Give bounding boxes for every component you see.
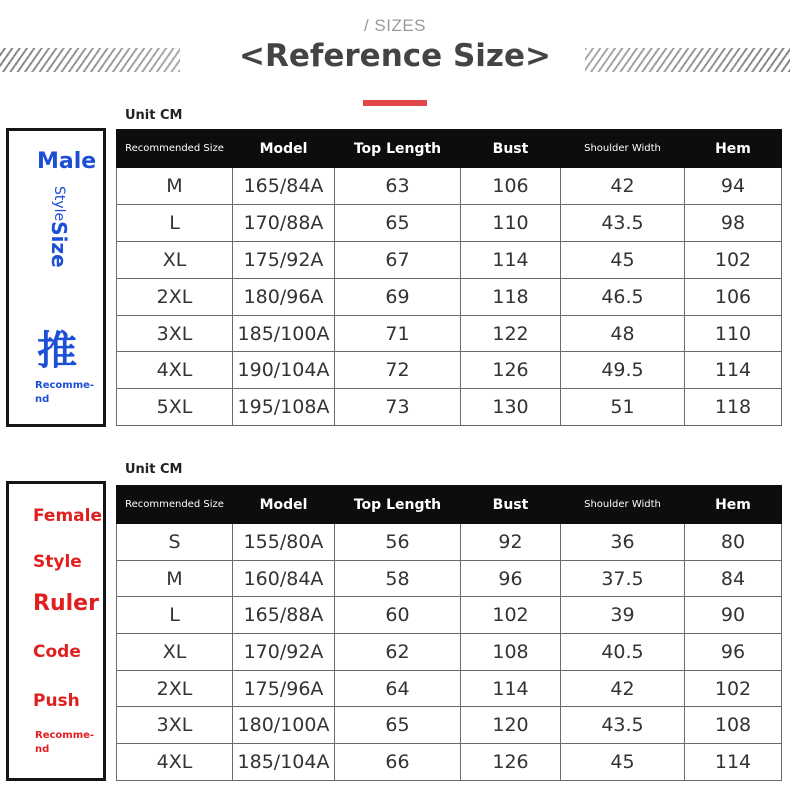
cell-size: 2XL	[117, 278, 233, 315]
cell-bust: 108	[461, 634, 561, 671]
cell-hem: 114	[685, 352, 782, 389]
cell-hem: 96	[685, 634, 782, 671]
table-header-row	[117, 486, 782, 524]
page-header	[0, 0, 790, 110]
cell-bust: 120	[461, 707, 561, 744]
header-shoulder-width: Shoulder Width	[561, 486, 685, 524]
cell-shoulder-width: 51	[561, 389, 685, 426]
male-recommend-label: Recomme-nd	[35, 380, 95, 405]
cell-hem: 102	[685, 670, 782, 707]
cell-model: 175/96A	[233, 670, 335, 707]
cell-shoulder-width: 42	[561, 168, 685, 205]
cell-shoulder-width: 49.5	[561, 352, 685, 389]
table-row	[117, 634, 782, 671]
cell-hem: 90	[685, 597, 782, 634]
table-row	[117, 241, 782, 278]
table-row	[117, 389, 782, 426]
female-label: Female	[33, 506, 102, 526]
table-row	[117, 597, 782, 634]
cell-bust: 102	[461, 597, 561, 634]
male-style-text: Style	[51, 186, 67, 222]
female-code-label: Code	[33, 642, 81, 662]
table-row	[117, 670, 782, 707]
cell-hem: 114	[685, 744, 782, 781]
cell-bust: 96	[461, 560, 561, 597]
table-row	[117, 352, 782, 389]
cell-top-length: 72	[335, 352, 461, 389]
cell-shoulder-width: 45	[561, 744, 685, 781]
cell-size: 3XL	[117, 707, 233, 744]
female-size-table	[116, 485, 782, 781]
cell-shoulder-width: 48	[561, 315, 685, 352]
cell-model: 170/88A	[233, 204, 335, 241]
header-model: Model	[233, 130, 335, 168]
male-size-text: Size	[47, 221, 71, 268]
cell-shoulder-width: 36	[561, 524, 685, 561]
cell-model: 175/92A	[233, 241, 335, 278]
cell-shoulder-width: 39	[561, 597, 685, 634]
header-bust: Bust	[461, 130, 561, 168]
header-bust: Bust	[461, 486, 561, 524]
table-row	[117, 168, 782, 205]
male-side-box	[6, 128, 106, 427]
cell-bust: 114	[461, 670, 561, 707]
cell-top-length: 60	[335, 597, 461, 634]
header-top-length: Top Length	[335, 130, 461, 168]
cell-shoulder-width: 42	[561, 670, 685, 707]
cell-top-length: 64	[335, 670, 461, 707]
cell-top-length: 65	[335, 204, 461, 241]
cell-hem: 102	[685, 241, 782, 278]
cell-shoulder-width: 37.5	[561, 560, 685, 597]
cell-model: 165/88A	[233, 597, 335, 634]
cell-hem: 118	[685, 389, 782, 426]
cell-size: 4XL	[117, 744, 233, 781]
cell-top-length: 56	[335, 524, 461, 561]
cell-top-length: 58	[335, 560, 461, 597]
female-ruler-label: Ruler	[33, 591, 99, 616]
cell-size: 5XL	[117, 389, 233, 426]
cell-hem: 110	[685, 315, 782, 352]
cell-shoulder-width: 43.5	[561, 204, 685, 241]
cell-top-length: 63	[335, 168, 461, 205]
cell-size: M	[117, 168, 233, 205]
table-row	[117, 744, 782, 781]
cell-top-length: 69	[335, 278, 461, 315]
cell-model: 195/108A	[233, 389, 335, 426]
cell-bust: 114	[461, 241, 561, 278]
table-header-row	[117, 130, 782, 168]
cell-size: XL	[117, 634, 233, 671]
female-recommend-label: Recomme-nd	[35, 730, 95, 755]
cell-top-length: 73	[335, 389, 461, 426]
male-table-body	[117, 168, 782, 426]
cell-top-length: 62	[335, 634, 461, 671]
cell-bust: 130	[461, 389, 561, 426]
cell-size: L	[117, 204, 233, 241]
cell-size: 4XL	[117, 352, 233, 389]
page-title: <Reference Size>	[239, 38, 551, 74]
cell-model: 180/100A	[233, 707, 335, 744]
header-recommended-size: Recommended Size	[117, 486, 233, 524]
cell-bust: 126	[461, 744, 561, 781]
header-recommended-size: Recommended Size	[117, 130, 233, 168]
cell-bust: 92	[461, 524, 561, 561]
table-row	[117, 315, 782, 352]
cell-model: 170/92A	[233, 634, 335, 671]
female-table-body	[117, 524, 782, 781]
female-push-label: Push	[33, 691, 80, 711]
cell-hem: 106	[685, 278, 782, 315]
header-hem: Hem	[685, 486, 782, 524]
header-shoulder-width: Shoulder Width	[561, 130, 685, 168]
cell-hem: 80	[685, 524, 782, 561]
female-style-label: Style	[33, 552, 82, 572]
cell-bust: 118	[461, 278, 561, 315]
cell-size: M	[117, 560, 233, 597]
cell-shoulder-width: 40.5	[561, 634, 685, 671]
cell-hem: 108	[685, 707, 782, 744]
male-size-table	[116, 129, 782, 426]
title-underline-bar	[363, 100, 427, 106]
cell-shoulder-width: 43.5	[561, 707, 685, 744]
cell-model: 155/80A	[233, 524, 335, 561]
cell-model: 190/104A	[233, 352, 335, 389]
cell-bust: 122	[461, 315, 561, 352]
cell-hem: 84	[685, 560, 782, 597]
cell-hem: 94	[685, 168, 782, 205]
cell-bust: 106	[461, 168, 561, 205]
male-label: Male	[37, 149, 97, 174]
cell-bust: 126	[461, 352, 561, 389]
cell-model: 165/84A	[233, 168, 335, 205]
cell-size: 2XL	[117, 670, 233, 707]
cell-top-length: 66	[335, 744, 461, 781]
cell-size: 3XL	[117, 315, 233, 352]
cell-bust: 110	[461, 204, 561, 241]
cell-shoulder-width: 45	[561, 241, 685, 278]
cell-size: XL	[117, 241, 233, 278]
cell-size: S	[117, 524, 233, 561]
cell-shoulder-width: 46.5	[561, 278, 685, 315]
cell-hem: 98	[685, 204, 782, 241]
cell-model: 185/104A	[233, 744, 335, 781]
cell-top-length: 67	[335, 241, 461, 278]
cell-model: 180/96A	[233, 278, 335, 315]
header-model: Model	[233, 486, 335, 524]
cell-top-length: 65	[335, 707, 461, 744]
header-top-length: Top Length	[335, 486, 461, 524]
header-hem: Hem	[685, 130, 782, 168]
cell-model: 160/84A	[233, 560, 335, 597]
table-row	[117, 560, 782, 597]
table-row	[117, 204, 782, 241]
cell-size: L	[117, 597, 233, 634]
female-side-box	[6, 481, 106, 781]
cell-model: 185/100A	[233, 315, 335, 352]
male-style-size-vertical	[47, 186, 71, 268]
table-row	[117, 707, 782, 744]
male-push-char: 推	[37, 328, 77, 374]
male-unit-label: Unit CM	[125, 108, 183, 123]
table-row	[117, 278, 782, 315]
sizes-label: / SIZES	[363, 16, 427, 35]
female-unit-label: Unit CM	[125, 462, 183, 477]
table-row	[117, 524, 782, 561]
cell-top-length: 71	[335, 315, 461, 352]
